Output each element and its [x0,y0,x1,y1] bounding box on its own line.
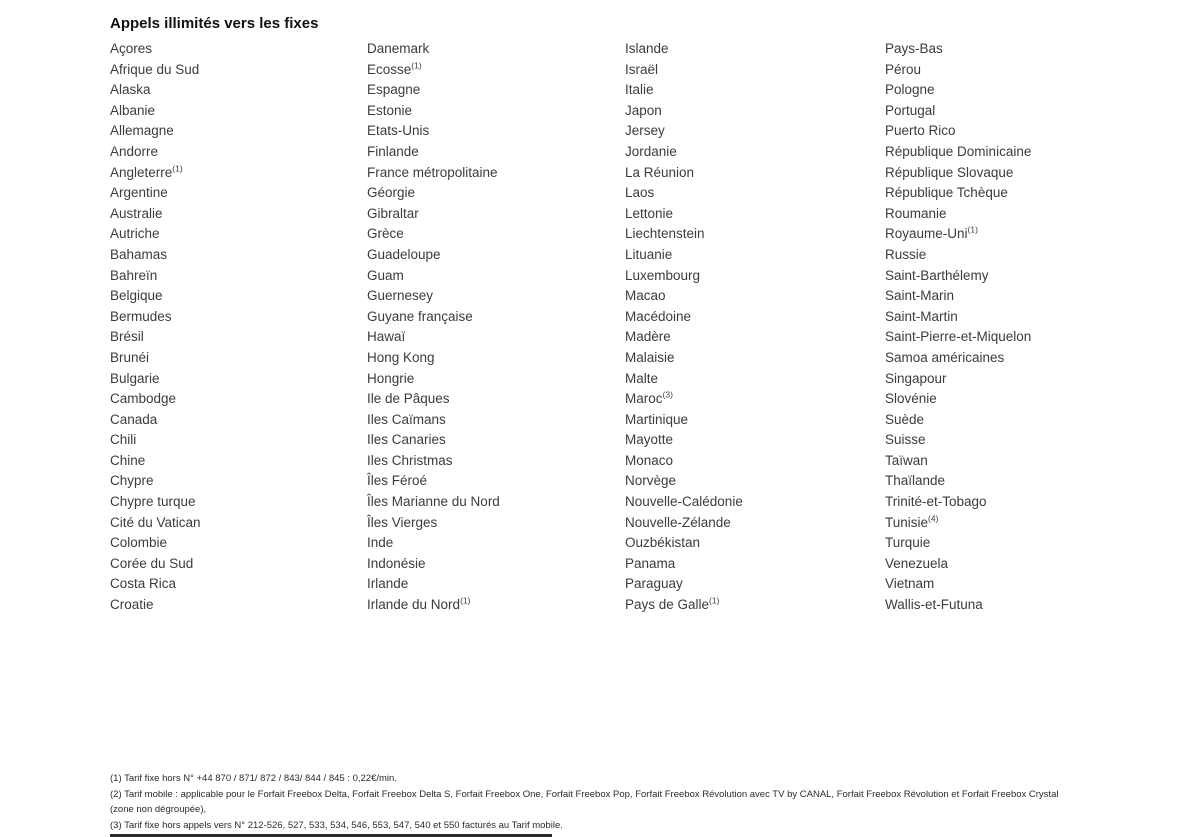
country-item [885,410,1100,431]
country-name: Espagne [367,82,421,98]
country-item [885,430,1100,451]
country-name: Malte [625,370,659,386]
country-item [367,142,625,163]
country-item [625,451,885,472]
country-item [110,574,367,595]
country-name: Nouvelle-Zélande [625,514,731,530]
country-name: Hong Kong [367,349,435,365]
country-item [367,348,625,369]
footnote-2: (2) Tarif mobile : applicable pour le Forfait Freebox Delta, Forfait Freebox Delta S, Forfait Freebox One, Forfait Freebox Pop, Forfait Freebox Révolution avec TV by CANAL, Forfait Freebox Révolution et Forfait Freebox Crystal (zone non dégroupée), [110,788,1059,815]
country-item [885,554,1100,575]
country-name: Martinique [625,411,689,427]
country-name: Afrique du Sud [110,61,200,77]
country-item [367,121,625,142]
country-column-2 [367,39,625,616]
country-item [110,266,367,287]
country-item [885,492,1100,513]
country-name: Açores [110,41,153,56]
country-item [110,513,367,534]
country-name: Saint-Martin [885,308,958,324]
country-item [885,80,1100,101]
country-name: Malaisie [625,349,675,365]
footnote-marker: (1) [411,60,422,71]
country-name: Paraguay [625,576,683,592]
country-name: Canada [110,411,158,427]
country-name: Chine [110,452,146,468]
country-item [367,327,625,348]
country-name: Brunéi [110,349,150,365]
country-item [885,513,1100,534]
country-item [625,389,885,410]
country-item [110,430,367,451]
country-item [885,142,1100,163]
country-name: Luxembourg [625,267,701,283]
country-item [110,163,367,184]
country-name: Trinité-et-Tobago [885,494,987,510]
country-item [625,307,885,328]
country-column-1 [110,39,367,616]
country-item [367,101,625,122]
country-item [367,451,625,472]
country-item [367,492,625,513]
country-item [367,80,625,101]
country-item [110,595,367,616]
country-item [367,471,625,492]
country-item [110,142,367,163]
country-item [110,245,367,266]
country-item [625,595,885,616]
country-name: Madère [625,329,671,345]
country-name: Hongrie [367,370,415,386]
country-item [625,513,885,534]
footnotes-section [110,771,1078,833]
country-name: Inde [367,535,394,551]
country-item [885,204,1100,225]
country-name: Géorgie [367,185,416,201]
country-name: Jordanie [625,143,677,159]
country-item [625,286,885,307]
country-name: Guernesey [367,288,434,304]
country-name: Pologne [885,82,935,98]
country-name: Indonésie [367,555,426,571]
country-name: Argentine [110,185,168,201]
country-item [110,39,367,60]
country-name: Gibraltar [367,205,419,221]
country-name: Chypre [110,473,154,489]
country-name: Irlande [367,576,409,592]
country-name: Italie [625,82,654,98]
country-item [625,163,885,184]
country-item [885,39,1100,60]
country-name: Liechtenstein [625,226,705,242]
country-item [110,327,367,348]
country-name: Iles Christmas [367,452,453,468]
country-item [110,492,367,513]
country-name: Costa Rica [110,576,177,592]
country-item [367,266,625,287]
country-name: Israël [625,61,659,77]
country-name: Allemagne [110,123,174,139]
country-name: Hawaï [367,329,406,345]
country-name: Pérou [885,61,922,77]
country-name: Autriche [110,226,160,242]
country-name: Brésil [110,329,144,345]
country-item [885,389,1100,410]
country-item [110,410,367,431]
country-name: Colombie [110,535,168,551]
country-name: Venezuela [885,555,949,571]
country-item [625,348,885,369]
country-item [625,101,885,122]
country-name: Ecosse [367,61,412,77]
country-item [885,163,1100,184]
country-name: Laos [625,185,655,201]
country-name: République Dominicaine [885,143,1032,159]
country-item [885,595,1100,616]
country-name: Guyane française [367,308,473,324]
footnote-marker: (1) [967,224,978,235]
country-item [110,60,367,81]
country-item [110,80,367,101]
country-item [367,183,625,204]
country-item [367,204,625,225]
country-item [885,451,1100,472]
country-item [110,101,367,122]
country-item [625,204,885,225]
country-name: Australie [110,205,163,221]
country-item [625,430,885,451]
country-item [625,80,885,101]
country-item [625,327,885,348]
country-name: Andorre [110,143,159,159]
country-name: Japon [625,102,662,118]
country-item [110,471,367,492]
country-name: Roumanie [885,205,947,221]
country-name: Wallis-et-Futuna [885,597,983,613]
country-name: Lettonie [625,205,674,221]
country-item [625,266,885,287]
country-item [110,533,367,554]
footnote-marker: (1) [709,595,720,606]
country-name: Macédoine [625,308,692,324]
country-item [110,348,367,369]
country-name: Albanie [110,102,156,118]
country-item [885,245,1100,266]
country-name: Samoa américaines [885,349,1005,365]
country-item [110,121,367,142]
country-name: Puerto Rico [885,123,956,139]
country-name: Portugal [885,102,936,118]
country-item [885,60,1100,81]
country-name: Royaume-Uni [885,226,968,242]
country-list [110,39,1100,616]
country-name: France métropolitaine [367,164,498,180]
country-item [885,533,1100,554]
country-name: Taïwan [885,452,928,468]
country-item [885,471,1100,492]
country-item [110,389,367,410]
country-name: Iles Caïmans [367,411,446,427]
country-name: Pays de Galle [625,597,710,613]
country-item [885,224,1100,245]
country-name: Islande [625,41,669,56]
country-item [367,574,625,595]
country-item [367,307,625,328]
country-item [625,471,885,492]
country-item [885,101,1100,122]
country-name: Turquie [885,535,931,551]
country-item [625,574,885,595]
country-item [367,430,625,451]
country-item [625,224,885,245]
country-column-4 [885,39,1100,616]
country-name: Thaïlande [885,473,946,489]
country-name: Vietnam [885,576,935,592]
country-item [625,492,885,513]
country-item [367,60,625,81]
footnote-3: (3) Tarif fixe hors appels vers N° 212-526, 527, 533, 534, 546, 553, 547, 540 et 550 facturés au Tarif mobile. [110,819,563,831]
country-item [367,286,625,307]
country-item [367,533,625,554]
country-name: Corée du Sud [110,555,194,571]
country-name: Macao [625,288,666,304]
country-item [885,307,1100,328]
country-name: Tunisie [885,514,929,530]
country-item [110,369,367,390]
country-name: Slovénie [885,391,937,407]
country-item [625,39,885,60]
country-name: Saint-Barthélemy [885,267,989,283]
country-item [367,513,625,534]
country-item [110,204,367,225]
country-item [625,183,885,204]
country-name: La Réunion [625,164,695,180]
country-name: République Slovaque [885,164,1014,180]
country-name: Etats-Unis [367,123,430,139]
country-name: Estonie [367,102,413,118]
footnote-1: (1) Tarif fixe hors N° +44 870 / 871/ 872 / 843/ 844 / 845 : 0,22€/min. [110,773,397,784]
country-name: Bahreïn [110,267,158,283]
country-item [885,286,1100,307]
country-item [367,39,625,60]
country-name: Bulgarie [110,370,160,386]
country-name: Îles Marianne du Nord [367,494,500,510]
country-name: Bermudes [110,308,172,324]
country-name: Monaco [625,452,674,468]
country-name: Ile de Pâques [367,391,450,407]
country-item [110,307,367,328]
country-name: Saint-Marin [885,288,955,304]
country-item [885,266,1100,287]
country-name: Irlande du Nord [367,597,461,613]
country-name: Guadeloupe [367,246,441,262]
country-name: Russie [885,246,927,262]
country-name: Panama [625,555,676,571]
footnote-marker: (3) [662,389,673,400]
country-item [625,121,885,142]
country-item [885,348,1100,369]
country-item [367,554,625,575]
country-name: Cité du Vatican [110,514,201,530]
country-item [367,369,625,390]
country-name: Croatie [110,597,154,613]
country-item [110,286,367,307]
country-name: Îles Féroé [367,473,428,489]
country-item [110,554,367,575]
country-item [885,369,1100,390]
country-name: Chili [110,432,137,448]
country-name: Saint-Pierre-et-Miquelon [885,329,1032,345]
country-name: Norvège [625,473,677,489]
country-item [110,451,367,472]
page-title: Appels illimités vers les fixes [110,15,319,32]
country-item [625,142,885,163]
country-name: République Tchèque [885,185,1008,201]
country-name: Suisse [885,432,926,448]
country-item [625,533,885,554]
country-name: Belgique [110,288,163,304]
country-item [885,327,1100,348]
document-page [110,15,1100,616]
country-item [885,183,1100,204]
country-name: Bahamas [110,246,168,262]
country-name: Guam [367,267,404,283]
country-item [625,554,885,575]
country-item [367,245,625,266]
country-item [110,183,367,204]
country-name: Finlande [367,143,419,159]
country-item [885,121,1100,142]
country-item [625,245,885,266]
country-name: Iles Canaries [367,432,446,448]
country-item [367,163,625,184]
country-name: Singapour [885,370,947,386]
country-item [367,389,625,410]
country-name: Angleterre [110,164,173,180]
country-name: Îles Vierges [367,514,438,530]
country-name: Alaska [110,82,151,98]
country-name: Nouvelle-Calédonie [625,494,743,510]
country-name: Chypre turque [110,494,196,510]
country-name: Lituanie [625,246,673,262]
country-item [625,60,885,81]
country-item [625,369,885,390]
country-item [367,410,625,431]
footnote-marker: (1) [172,163,183,174]
country-item [367,224,625,245]
country-name: Suède [885,411,925,427]
country-name: Danemark [367,41,430,56]
country-item [885,574,1100,595]
country-item [625,410,885,431]
footnote-marker: (1) [460,595,471,606]
footnote-marker: (4) [928,513,939,524]
country-name: Ouzbékistan [625,535,701,551]
country-column-3 [625,39,885,616]
country-name: Jersey [625,123,665,139]
country-item [367,595,625,616]
country-name: Cambodge [110,391,177,407]
country-item [110,224,367,245]
country-name: Grèce [367,226,404,242]
country-name: Mayotte [625,432,674,448]
country-name: Pays-Bas [885,41,943,56]
country-name: Maroc [625,391,663,407]
